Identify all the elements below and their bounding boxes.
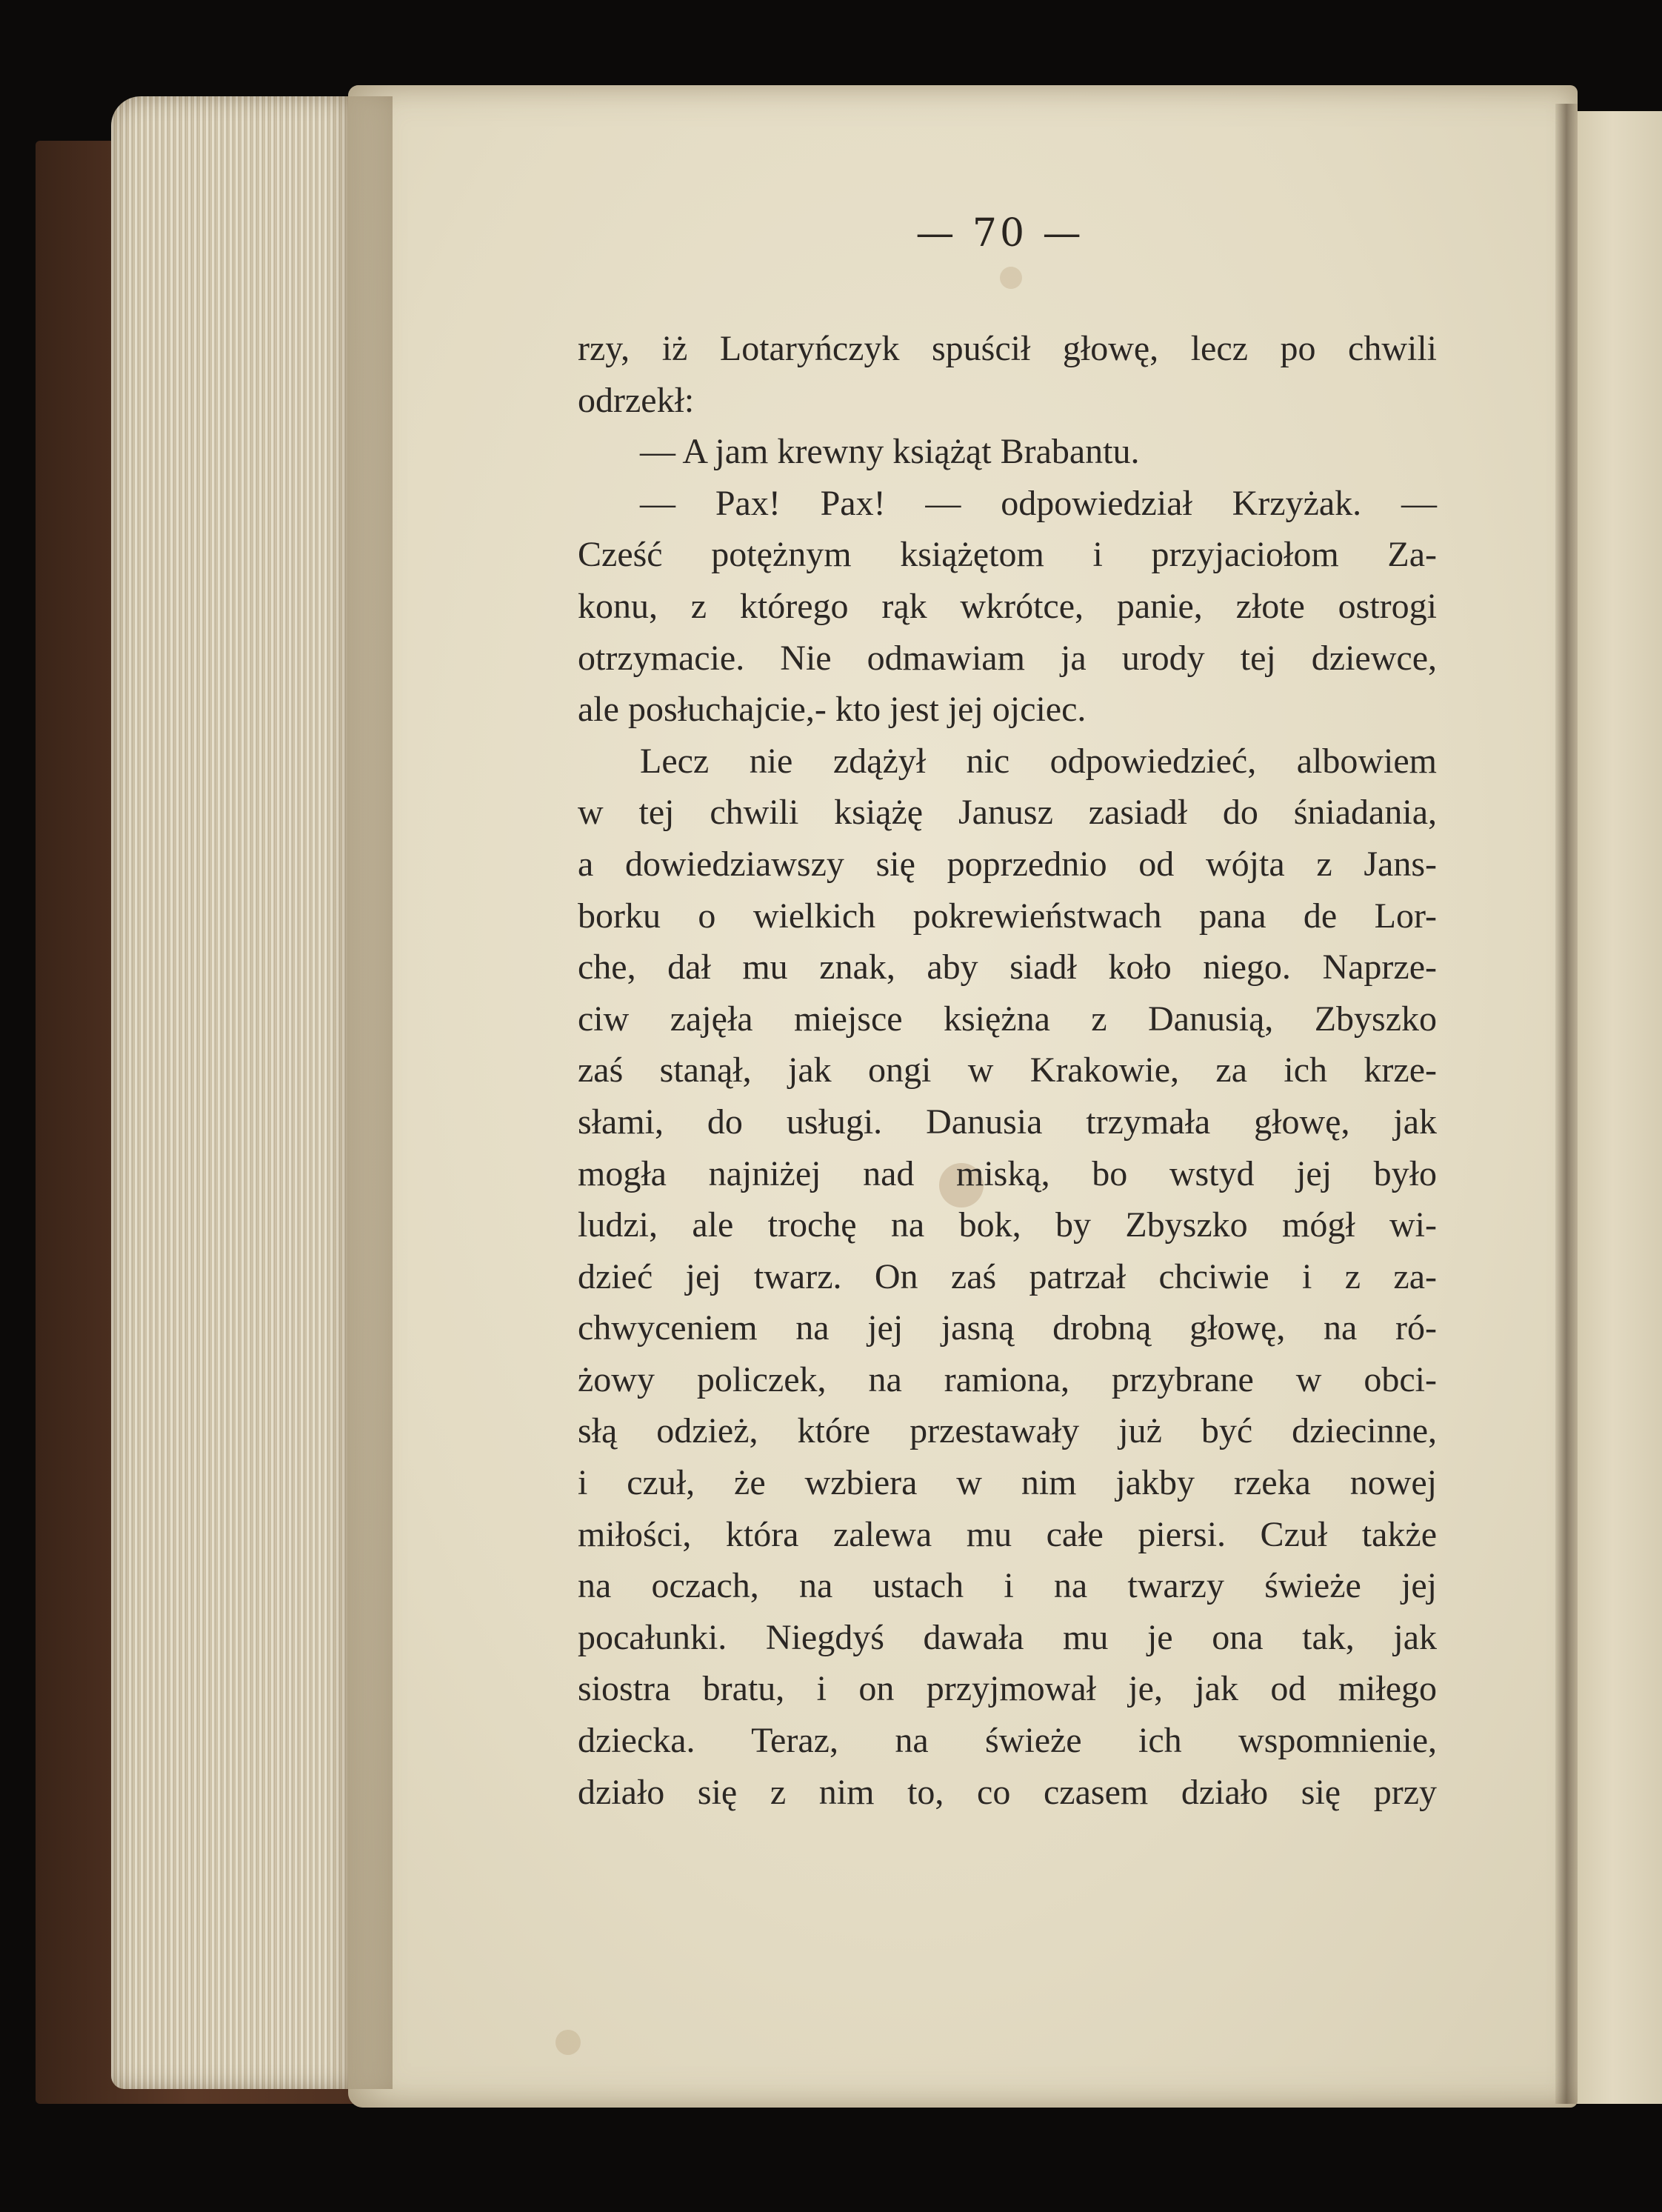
page-edges — [111, 96, 356, 2089]
text-line: Cześć potężnym książętom i przyjaciołom Za- — [578, 535, 1437, 575]
text-line: dziecka. Teraz, na świeże ich wspomnienie, — [578, 1721, 1437, 1761]
text-line: ale posłuchajcie,- kto jest jej ojciec. — [578, 690, 1087, 730]
book-gutter — [1555, 104, 1578, 2104]
page-text — [578, 323, 1437, 1818]
text-line: słami, do usługi. Danusia trzymała głowę, jak — [578, 1102, 1437, 1142]
text-line: borku o wielkich pokrewieństwach pana de Lor- — [578, 896, 1437, 936]
text-line: pocałunki. Niegdyś dawała mu je ona tak, jak — [578, 1617, 1437, 1657]
text-line: słą odzież, które przestawały już być dziecinne, — [578, 1411, 1437, 1451]
text-line: odrzekł: — [578, 380, 695, 420]
text-line: chwyceniem na jej jasną drobną głowę, na ró- — [578, 1308, 1437, 1348]
text-line: otrzymacie. Nie odmawiam ja urody tej dziewce, — [578, 638, 1437, 678]
text-line: działo się z nim to, co czasem działo się przy — [578, 1772, 1437, 1812]
paper-stain — [555, 2030, 581, 2055]
text-line: dzieć jej twarz. On zaś patrzał chciwie i z za- — [578, 1256, 1437, 1296]
text-line: Lecz nie zdążył nic odpowiedzieć, albowiem — [640, 741, 1437, 781]
text-line: siostra bratu, i on przyjmował je, jak od miłego — [578, 1669, 1437, 1709]
text-line: na oczach, na ustach i na twarzy świeże jej — [578, 1566, 1437, 1606]
text-line: ludzi, ale trochę na bok, by Zbyszko mógł wi- — [578, 1205, 1437, 1245]
text-line: ciw zajęła miejsce księżna z Danusią, Zbyszko — [578, 999, 1437, 1039]
text-line: rzy, iż Lotaryńczyk spuścił głowę, lecz po chwili — [578, 329, 1437, 368]
text-line: zaś stanął, jak ongi w Krakowie, za ich krze- — [578, 1050, 1437, 1090]
text-line: żowy policzek, na ramiona, przybrane w obci- — [578, 1359, 1437, 1399]
paper-stain — [1000, 267, 1022, 289]
text-line: — Pax! Pax! — odpowiedział Krzyżak. — — [640, 483, 1437, 523]
next-page-edge — [1563, 111, 1662, 2104]
text-line: — A jam krewny książąt Brabantu. — [640, 432, 1140, 472]
text-line: a dowiedziawszy się poprzednio od wójta z Jans- — [578, 844, 1437, 884]
page-number: — 70 — — [915, 211, 1084, 256]
text-line: mogła najniżej nad miską, bo wstyd jej było — [578, 1153, 1437, 1193]
page-edge-shadow — [326, 96, 393, 2089]
text-line: i czuł, że wzbiera w nim jakby rzeka nowej — [578, 1463, 1437, 1503]
text-line: miłości, która zalewa mu całe piersi. Czuł także — [578, 1514, 1437, 1554]
text-line: che, dał mu znak, aby siadł koło niego. Naprze- — [578, 947, 1437, 987]
text-line: w tej chwili książę Janusz zasiadł do śniadania, — [578, 793, 1437, 833]
text-line: konu, z którego rąk wkrótce, panie, złote ostrogi — [578, 586, 1437, 626]
